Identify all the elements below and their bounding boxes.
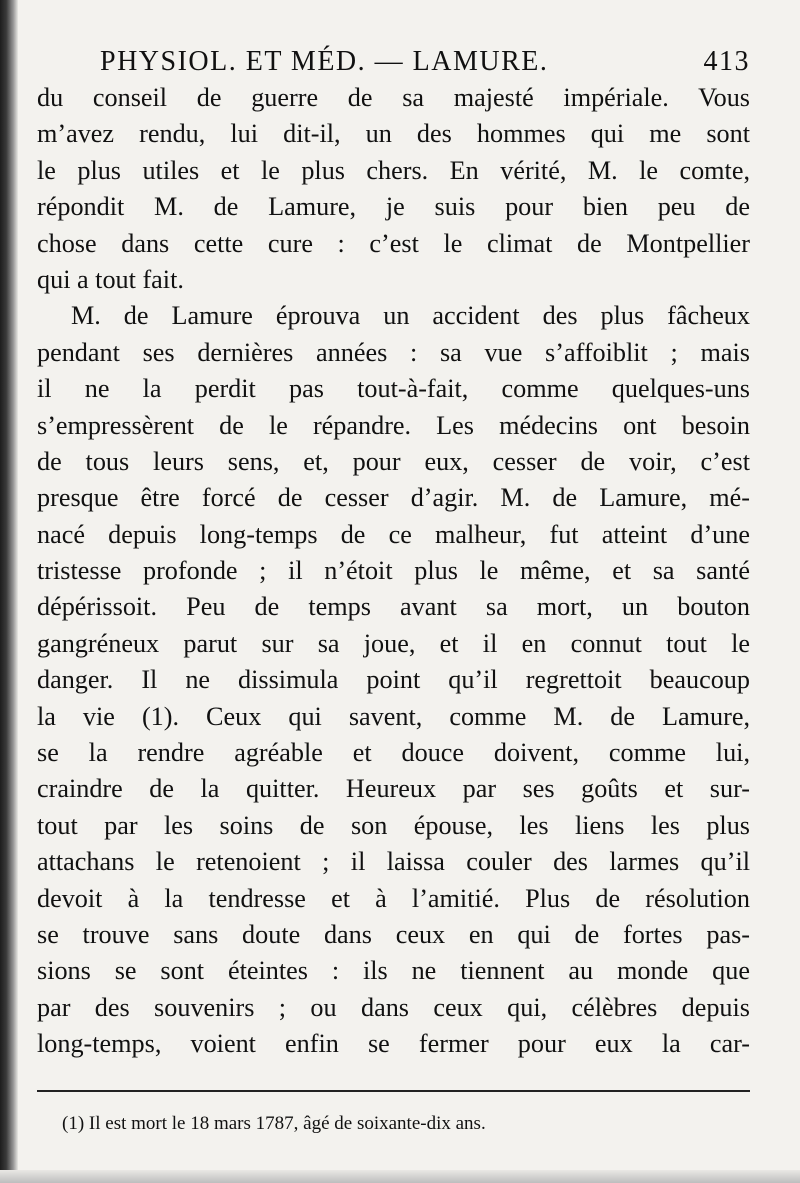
text-line: chose dans cette cure : c’est le climat de Montpellier [37,228,750,258]
text-line: pendant ses dernières années : sa vue s’affoiblit ; mais [37,337,750,367]
text-line: danger. Il ne dissimula point qu’il regrettoit beaucoup [37,665,750,695]
text-line: nacé depuis long-temps de ce malheur, fut atteint d’une [37,519,750,549]
text-line: de tous leurs sens, et, pour eux, cesser de voir, c’est [37,446,750,476]
text-line: attachans le retenoient ; il laissa couler des larmes qu’il [37,847,750,877]
text-line: gangréneux parut sur sa joue, et il en connut tout le [37,628,750,658]
text-line: long-temps, voient enfin se fermer pour eux la car- [37,1029,750,1059]
text-line: la vie (1). Ceux qui savent, comme M. de Lamure, [37,701,750,731]
text-line: s’empressèrent de le répandre. Les médecins ont besoin [37,410,750,440]
page-bottom-edge [0,1170,800,1183]
text-line: sions se sont éteintes : ils ne tiennent au monde que [37,956,750,986]
text-line: le plus utiles et le plus chers. En vérité, M. le comte, [37,155,750,185]
text-line: craindre de la quitter. Heureux par ses goûts et sur- [37,774,750,804]
text-line: M. de Lamure éprouva un accident des plus fâcheux [71,301,750,331]
text-line: répondit M. de Lamure, je suis pour bien peu de [37,192,750,222]
footnote-rule [37,1090,750,1092]
body-text [37,80,750,1063]
running-head [100,46,750,78]
text-line: se la rendre agréable et douce doivent, comme lui, [37,738,750,768]
text-line: par des souvenirs ; ou dans ceux qui, célèbres depuis [37,992,750,1022]
text-line: devoit à la tendresse et à l’amitié. Plus de résolution [37,883,750,913]
page-number: 413 [703,46,750,77]
running-head-title: PHYSIOL. ET MÉD. — LAMURE. [100,46,549,77]
text-line: tout par les soins de son épouse, les liens les plus [37,810,750,840]
text-line: dépérissoit. Peu de temps avant sa mort, un bouton [37,592,750,622]
text-line: tristesse profonde ; il n’étoit plus le même, et sa santé [37,556,750,586]
text-line: se trouve sans doute dans ceux en qui de fortes pas- [37,919,750,949]
page-binding-shadow [0,0,18,1183]
text-line: qui a tout fait. [37,264,184,294]
footnote: (1) Il est mort le 18 mars 1787, âgé de soixante-dix ans. [62,1113,486,1134]
text-line: m’avez rendu, lui dit-il, un des hommes qui me sont [37,119,750,149]
text-line: du conseil de guerre de sa majesté impériale. Vous [37,83,750,112]
text-line: il ne la perdit pas tout-à-fait, comme quelques-uns [37,374,750,404]
text-line: presque être forcé de cesser d’agir. M. de Lamure, mé- [37,483,750,513]
